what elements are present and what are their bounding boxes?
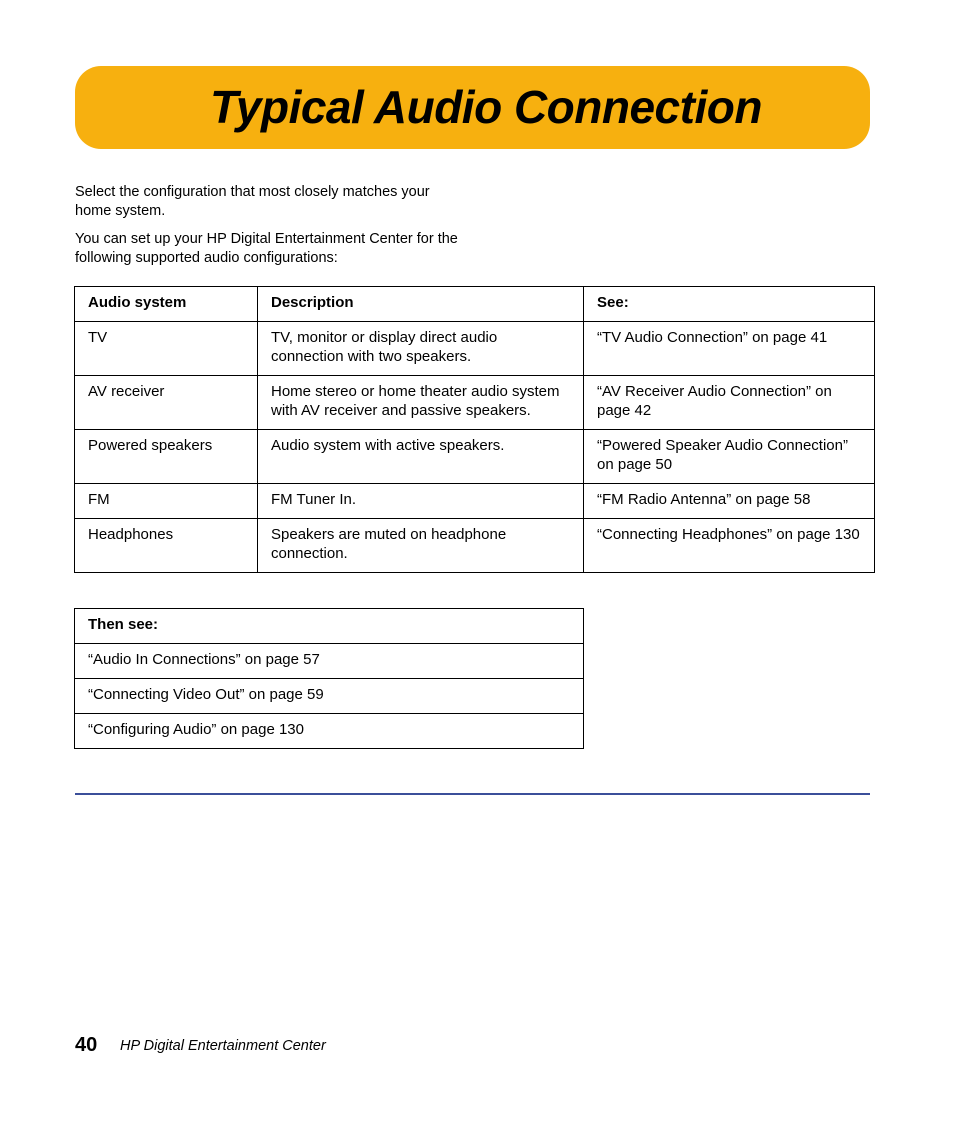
intro-paragraph: Select the configuration that most closely matches your home system. bbox=[75, 184, 430, 219]
table-row bbox=[75, 519, 875, 573]
audio-configurations-table bbox=[74, 286, 875, 573]
audio-system-cell: AV receiver bbox=[75, 376, 258, 430]
table-header-row bbox=[75, 609, 584, 644]
see-reference-cell: “Configuring Audio” on page 130 bbox=[75, 714, 584, 749]
see-reference-cell: “Connecting Headphones” on page 130 bbox=[584, 519, 875, 573]
description-cell: FM Tuner In. bbox=[258, 484, 584, 519]
page-number: 40 bbox=[75, 1034, 98, 1056]
title-banner bbox=[75, 66, 870, 149]
then-see-table bbox=[74, 608, 584, 749]
table-row bbox=[75, 430, 875, 484]
see-reference-cell: “FM Radio Antenna” on page 58 bbox=[584, 484, 875, 519]
column-header-audio-system: Audio system bbox=[75, 287, 258, 322]
page-title: Typical Audio Connection bbox=[210, 81, 762, 133]
footer-divider bbox=[75, 793, 870, 795]
description-cell: Home stereo or home theater audio system with AV receiver and passive speakers. bbox=[258, 376, 584, 430]
table-header-row bbox=[75, 287, 875, 322]
intro-paragraph: You can set up your HP Digital Entertainment Center for the following supported audio configurations: bbox=[75, 231, 458, 266]
table-row bbox=[75, 714, 584, 749]
audio-system-cell: FM bbox=[75, 484, 258, 519]
table-row bbox=[75, 644, 584, 679]
see-reference-cell: “Connecting Video Out” on page 59 bbox=[75, 679, 584, 714]
see-reference-cell: “TV Audio Connection” on page 41 bbox=[584, 322, 875, 376]
description-cell: TV, monitor or display direct audio connection with two speakers. bbox=[258, 322, 584, 376]
see-reference-cell: “Audio In Connections” on page 57 bbox=[75, 644, 584, 679]
table-row bbox=[75, 322, 875, 376]
description-cell: Speakers are muted on headphone connection. bbox=[258, 519, 584, 573]
table-row bbox=[75, 679, 584, 714]
column-header-see: See: bbox=[584, 287, 875, 322]
column-header-description: Description bbox=[258, 287, 584, 322]
table-row bbox=[75, 484, 875, 519]
column-header-then-see: Then see: bbox=[75, 609, 584, 644]
audio-system-cell: TV bbox=[75, 322, 258, 376]
description-cell: Audio system with active speakers. bbox=[258, 430, 584, 484]
see-reference-cell: “Powered Speaker Audio Connection” on page 50 bbox=[584, 430, 875, 484]
audio-system-cell: Headphones bbox=[75, 519, 258, 573]
table-row bbox=[75, 376, 875, 430]
running-footer-title: HP Digital Entertainment Center bbox=[120, 1038, 326, 1054]
audio-system-cell: Powered speakers bbox=[75, 430, 258, 484]
see-reference-cell: “AV Receiver Audio Connection” on page 42 bbox=[584, 376, 875, 430]
